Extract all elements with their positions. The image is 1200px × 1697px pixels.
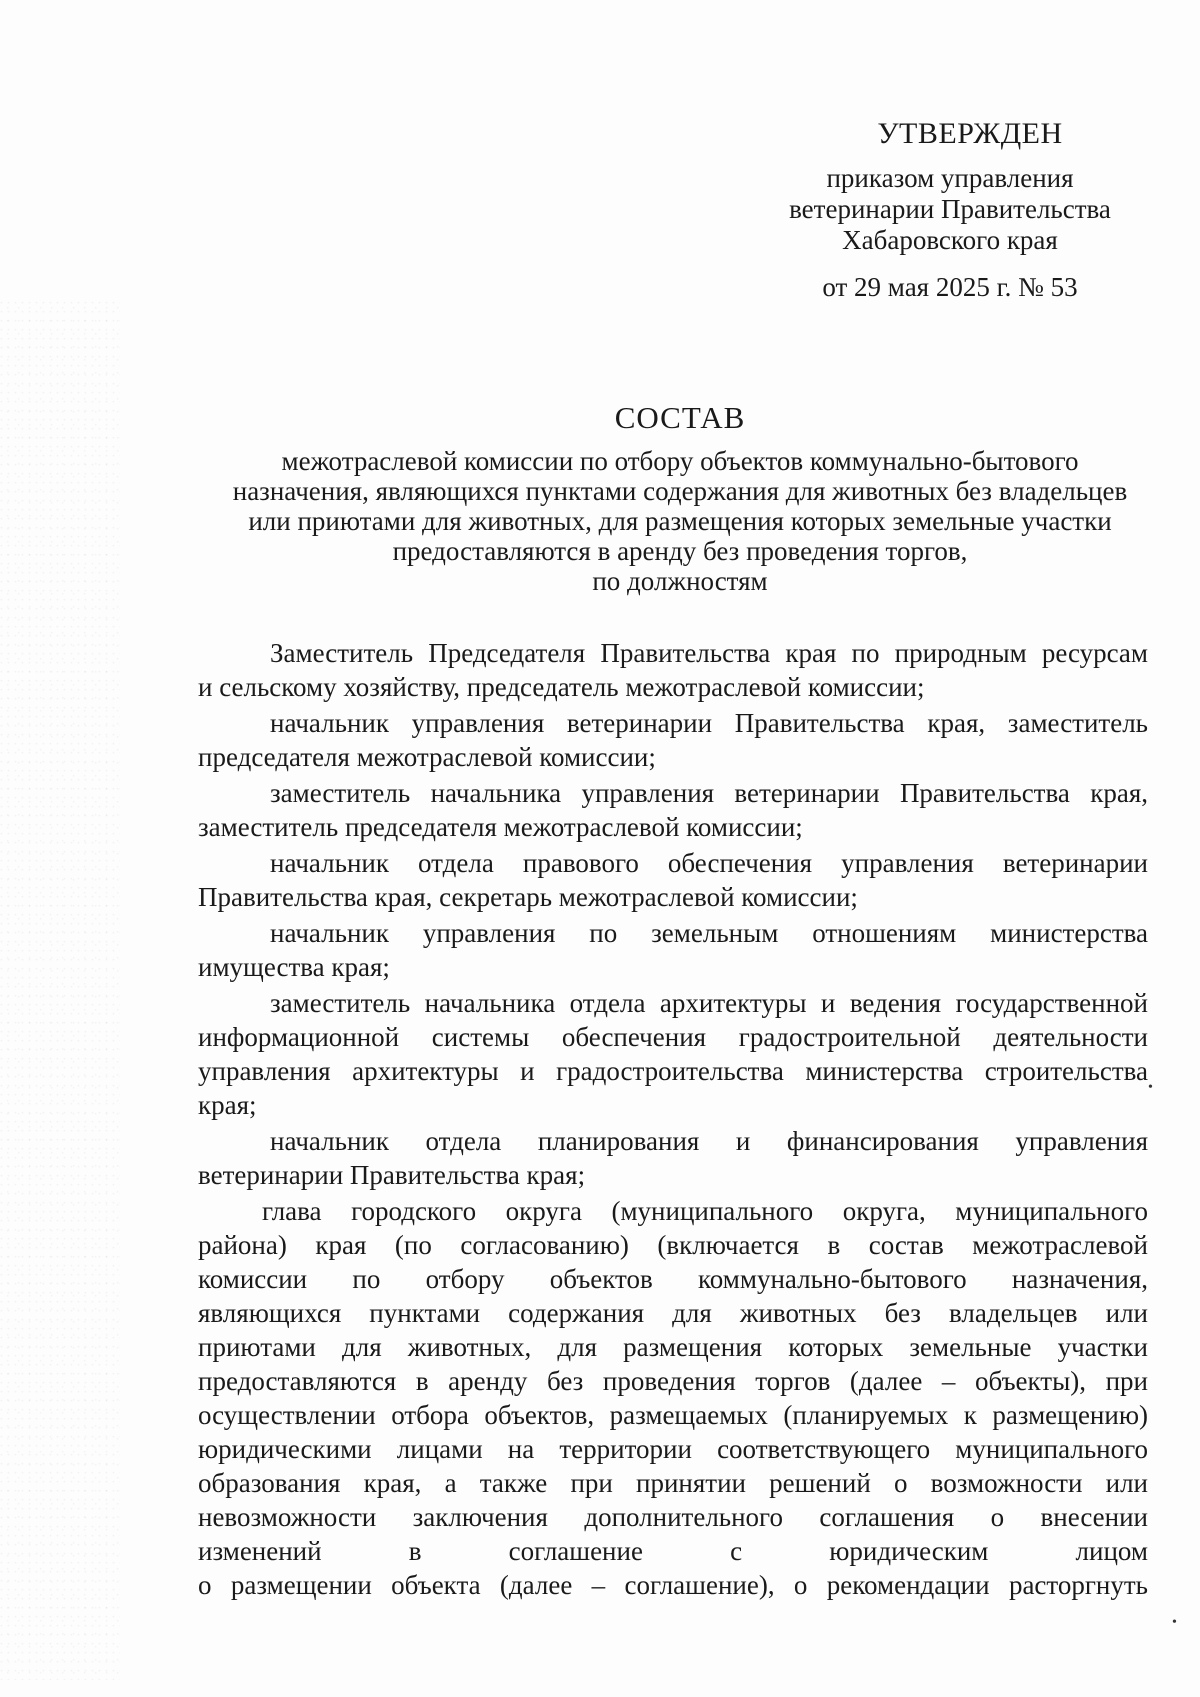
member-line: края; <box>198 1090 257 1120</box>
member-line: глава городского округа (муниципального округа, муниципального <box>262 1196 1148 1226</box>
member-line: заместитель начальника управления ветеринарии Правительства края, <box>270 778 1148 808</box>
member-item <box>198 916 1148 984</box>
member-line: образования края, а также при принятии решений о возможности или <box>198 1468 1148 1498</box>
member-line: осуществлении отбора объектов, размещаемых (планируемых к размещению) <box>198 1400 1148 1430</box>
member-line: информационной системы обеспечения градостроительной деятельности <box>198 1022 1148 1052</box>
member-line: Правительства края, секретарь межотраслевой комиссии; <box>198 882 858 912</box>
approval-block <box>760 118 1140 303</box>
scan-speck: • <box>1148 1080 1153 1095</box>
subtitle-line: назначения, являющихся пунктами содержания для животных без владельцев <box>232 476 1128 506</box>
approval-line: Хабаровского края <box>842 225 1058 255</box>
member-line: района) края (по согласованию) (включается в состав межотраслевой <box>198 1230 1148 1260</box>
member-item <box>198 1124 1148 1192</box>
member-line: Заместитель Председателя Правительства края по природным ресурсам <box>270 638 1148 668</box>
member-line: являющихся пунктами содержания для животных без владельцев или <box>198 1298 1148 1328</box>
member-item <box>198 846 1148 914</box>
member-line: комиссии по отбору объектов коммунально-бытового назначения, <box>198 1264 1148 1294</box>
member-line: заместитель председателя межотраслевой комиссии; <box>198 812 803 842</box>
member-line: изменений в соглашение с юридическим лицом <box>198 1536 1148 1566</box>
document-title: СОСТАВ <box>614 400 746 435</box>
member-item <box>198 776 1148 844</box>
member-line: и сельскому хозяйству, председатель межотраслевой комиссии; <box>198 672 925 702</box>
member-item <box>198 986 1148 1122</box>
scan-noise <box>0 300 120 1680</box>
subtitle-line: или приютами для животных, для размещения которых земельные участки <box>248 506 1112 536</box>
subtitle-line: межотраслевой комиссии по отбору объектов коммунально-бытового <box>281 446 1079 476</box>
member-line: предоставляются в аренду без проведения торгов (далее – объекты), при <box>198 1366 1148 1396</box>
approval-line: ветеринарии Правительства <box>789 194 1111 224</box>
member-line: начальник управления ветеринарии Правительства края, заместитель <box>270 708 1148 738</box>
member-line: управления архитектуры и градостроительства министерства строительства <box>198 1056 1148 1086</box>
member-line: приютами для животных, для размещения которых земельные участки <box>198 1332 1148 1362</box>
subtitle-line: по должностям <box>592 566 768 596</box>
approval-stamp: УТВЕРЖДЕН <box>877 117 1063 150</box>
member-line: о размещении объекта (далее – соглашение), о рекомендации расторгнуть <box>198 1570 1148 1600</box>
title-block <box>195 400 1165 596</box>
member-line: ветеринарии Правительства края; <box>198 1160 586 1190</box>
member-item <box>198 1194 1148 1602</box>
member-line: председателя межотраслевой комиссии; <box>198 742 656 772</box>
member-line: заместитель начальника отдела архитектуры и ведения государственной <box>270 988 1148 1018</box>
member-line: начальник отдела планирования и финансирования управления <box>270 1126 1148 1156</box>
member-line: невозможности заключения дополнительного соглашения о внесении <box>198 1502 1148 1532</box>
member-item <box>198 636 1148 704</box>
member-line: имущества края; <box>198 952 390 982</box>
member-list <box>198 636 1148 1604</box>
approval-line: приказом управления <box>826 163 1074 193</box>
scan-speck: • <box>1172 1615 1177 1630</box>
member-line: юридическими лицами на территории соответствующего муниципального <box>198 1434 1148 1464</box>
approval-date: от 29 мая 2025 г. № 53 <box>822 272 1078 302</box>
member-item <box>198 706 1148 774</box>
member-line: начальник отдела правового обеспечения управления ветеринарии <box>270 848 1148 878</box>
member-line: начальник управления по земельным отношениям министерства <box>270 918 1148 948</box>
subtitle-line: предоставляются в аренду без проведения торгов, <box>392 536 968 566</box>
